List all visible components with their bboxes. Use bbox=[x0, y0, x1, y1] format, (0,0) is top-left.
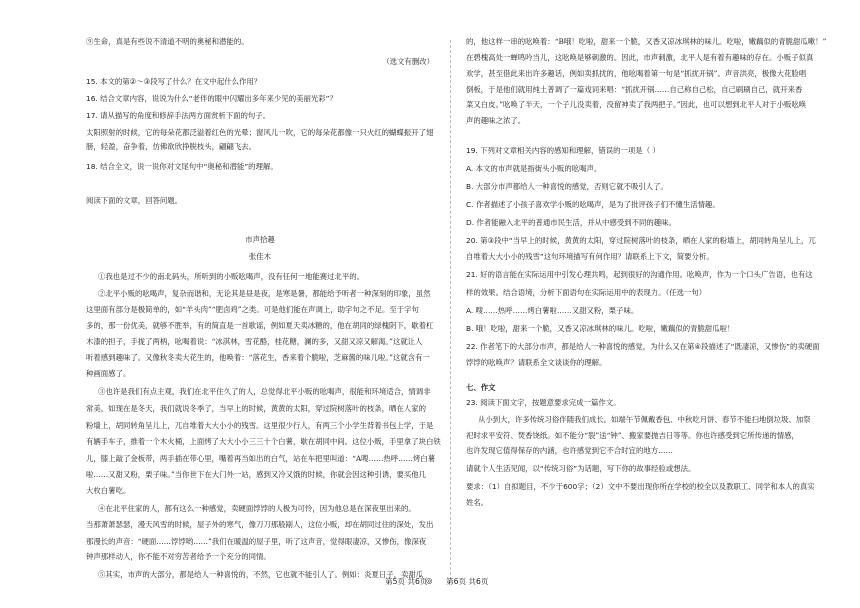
left-column-line: 太阳照射的时候，它的每朵花都泛溢着红色的光晕；窗风儿一吹，它的每朵花都像一只火红的蝴蝶振开了翅 bbox=[86, 128, 434, 137]
right-column-line: A. 嗖……热呼……烤白薯啦……又甜又粉，栗子味。 bbox=[466, 306, 639, 315]
right-column-line: 23. 阅读下面文字，按题意要求完成一篇作文。 bbox=[466, 398, 621, 407]
right-column-line: 从小到大，许多传统习俗伴随我们成长。如端午节佩戴香包、中秋吃月饼、春节不能扫地倒垃圾、加祭 bbox=[478, 415, 811, 424]
left-column-line: 钟声那样动人，你不能不对穷苦者给予一个充分的同情。 bbox=[86, 552, 271, 561]
left-column-line: 大枚白薯吃。 bbox=[86, 486, 131, 495]
left-column-line: 18. 结合全文，说一说你对文尾句中“奥秘和潜能”的理解。 bbox=[86, 162, 278, 171]
right-column-line: D. 作者能融入北平的普通市民生活，并从中感受到不同的趣味。 bbox=[466, 218, 676, 227]
left-column-line: ⑤其实，市声的大部分，都是给人一种喜悦的，不然，它也就不能引人了。例如：炎夏日子，卖甜瓜 bbox=[98, 570, 424, 579]
left-column-line: 木漆的担子，手拢了两柄，吆喝着说：“冰淇林，雪花酪，桂花糖，澜的多，又甜又凉又解渴。”这就让人 bbox=[86, 337, 423, 346]
left-column-line: 16. 结合文章内容，说说为什么“老伴的眼中闪耀出多年来少见的美丽光彩”？ bbox=[86, 94, 337, 103]
right-column-line: 19. 下列对文章相关内容的感知和理解，错误的一项是（ ） bbox=[466, 146, 660, 155]
right-column-line: 在碧槐高处一蝉鸣吟当儿，这吆唤是够刺激的。因此，市声刺激，北平人是有着有趣味的存在。小贩子似真 bbox=[466, 53, 814, 62]
right-column-line: 祀时求平安符、焚香饶纸。如不能分“裂”送“钟”、搬家要抛吉日等等。你也许感受到它所传递的情感， bbox=[466, 431, 799, 440]
right-column-line: 22. 作者笔下的大部分市声，都是给人一种喜悦的感觉，为什么又在第④段描述了“既凄凉，又惨伤”的卖硬面 bbox=[466, 342, 820, 351]
right-column-line: 倒板，于是他们就用纯土普调了一篇戏词来唱：“抓扰开锅……自己称自己松，自己刷刷自己，就开来香 bbox=[466, 85, 803, 94]
left-column-line: ①我也是过不少的南北码头，所听到的小贩吆喝声，没有任何一地能赛过北平的。 bbox=[98, 272, 365, 281]
left-column-line: 儿，膝上敲了金板带，两手插在带心里，嘴着再当如出的白气，站在车把里叫道：“A嗖……热呼……烤白薯 bbox=[86, 454, 436, 463]
right-column-line: 也许发现它值得保存的内涵，也许感觉到它不合时宜的地方…… bbox=[466, 446, 673, 455]
left-column-line: ④在北平住家的人，都有这么一种感觉，卖硬面饽饽的人极为可怜，因为他总是在深夜里出来的。 bbox=[98, 504, 416, 513]
right-column-line: 自堆着大大小小的残雪”这句环境描写有何作用？请联系上下文，简要分析。 bbox=[466, 252, 714, 261]
left-column-line: ⑨生命，真是有些说不清道不明的奥秘和潜能的。 bbox=[86, 37, 249, 46]
left-column-line: 多的，那一份优美，就够不胜举，有的简直是一首歌谣，例如夏天卖冰糖的，他在胡同的绿槐阴下，歇着杠 bbox=[86, 321, 434, 330]
page-number-right: 第6页 共6页 bbox=[446, 577, 489, 586]
right-column-line: 姓名。 bbox=[466, 498, 489, 507]
left-column-line: 阅读下面的文章，回答问题。 bbox=[86, 196, 183, 205]
right-column-line: A. 本文的市声就是指街头小贩的吆喝声。 bbox=[466, 164, 602, 173]
left-column-line: 有辆手车子，推着一个木火桶，上面烤了大大小小三三十个白薯，歇在胡同中间。这位小贩，手里拿了块白铁 bbox=[86, 437, 441, 446]
page-number-left: 第5页 共6页 bbox=[385, 577, 428, 586]
left-column-line: （选文有删改） bbox=[382, 57, 434, 66]
right-column-line: 饽饽的吆唤声？请联系全文谈谈你的理解。 bbox=[466, 358, 607, 367]
left-column-line: ②北平小贩的吆喝声，复杂而谐和，无论其是昼是夜，是寒是暑，都能给予听者一种深刻的印象，虽然 bbox=[98, 289, 431, 298]
right-column-line: B. 哦！吃啦，甜来一个脆，又香又凉冰琪林的味儿。吃啦，嫩藕似的青脆甜瓜啦！ bbox=[466, 324, 735, 333]
left-column-line: 常美。如现在是冬天，我们就说冬季了，当早上的时候，黄黄的太阳，穿过院树落叶的枝条，晒在人家的 bbox=[86, 404, 426, 413]
left-column-line: 听着感到趣味了。又像秋冬卖大花生的，他唤着：“落花生，香来着个脆啦，芝麻酱的味儿啦。”这就含有一 bbox=[86, 353, 430, 362]
right-column-line: B. 大部分市声都给人一种喜悦的感觉，否则它就不吸引人了。 bbox=[466, 182, 668, 191]
right-column-line: 菜又白皮。”吆唤了半天，一个子儿没卖着，没留神卖了我两把子。”因此，也可以想到北平人对于小贩吆唤 bbox=[466, 100, 807, 109]
left-column-line: 17. 请从描写的角度和修辞手法两方面赏析下面的句子。 bbox=[86, 111, 271, 120]
left-column-line: ③也许是我们有点主观，我们在北平住久了的人，总觉得北平小贩的吆喝声，很能和环境适合，情调非 bbox=[98, 387, 431, 396]
binding-mark: ◎ bbox=[426, 576, 433, 585]
left-column-line: 市声拾趣 bbox=[245, 235, 275, 244]
right-column-line: 欢学，甚至借此来出许多趣话，例如卖抓扰的，他吆喝着第一句是“抓扰开锅”。声音洪亮，极像大花脸唱 bbox=[466, 69, 807, 78]
right-column-line: 的，他这样一串的吆唤着：“B哦！吃啦，甜来一个脆，又香又凉冰琪林的味儿。吃啦，嫩藕似的青脆甜瓜嗽！” bbox=[466, 37, 827, 46]
right-column-line: 21. 好的语言能在实际运用中引发心理共鸣，起到很好的沟通作用。吆唤声，作为一个口头广告语，也有这 bbox=[466, 270, 813, 279]
right-column-line: 要求：（1）自拟题目，不少于600字；（2）文中不要出现你所在学校的校全以及教职工、同学和本人的真实 bbox=[466, 482, 815, 491]
left-column-line: 这里面有部分是极简单的，如“羊头肉”“肥卤鸡”之类。可是他们能在声调上，助字句之不足。至于字句 bbox=[86, 305, 419, 314]
left-column-line: 15. 本文的第②～③段写了什么？在文中起什么作用？ bbox=[86, 77, 262, 86]
column-divider bbox=[450, 40, 452, 580]
left-column-line: 啦……又甜又粉，栗子味。”当你世下在大门外一站，感到又冷又饿的时候，你就会因这种引诱，要买他几 bbox=[86, 470, 427, 479]
right-column-line: 20. 第③段中“当早上的时候，黄黄的太阳，穿过院树落叶的枝条，晒在人家的粉墙上，胡同转角呈儿上，兀 bbox=[466, 236, 816, 245]
left-column-line: 膀，轻盈，奋争着，仿佛欲欣挣脱枝头，翩翩飞去。 bbox=[86, 142, 256, 151]
right-column-line: C. 作者描述了小孩子喜欢学小贩的吆喝声，是为了批评孩子们不懂生活情趣。 bbox=[466, 200, 720, 209]
right-column-line: 样的效果。结合语境，分析下面语句在实际运用中的表现力。（任选一句） bbox=[466, 288, 707, 297]
left-column-line: 粉墙上，胡同转角呈儿上，兀自堆着大大小小的残雪。这里很少行人，有两三个小学生背着书包上学，于是 bbox=[86, 421, 434, 430]
left-column-line: 张佳木 bbox=[248, 252, 272, 261]
right-column-line: 请就个人生活见闻，以“传统习俗”为话题，写下你的故事经验或想法。 bbox=[466, 464, 696, 473]
right-column-line: 七、作文 bbox=[466, 383, 496, 392]
right-column-line: 声的趣味之浓了。 bbox=[466, 116, 526, 125]
left-column-line: 当那萧萧瑟瑟，漫天风雪的时候，屋子外的寒气，像刀刀那般剐人，这位小贩，却在胡同过住的深处，发出 bbox=[86, 520, 434, 529]
left-column-line: 那漫长的声音：“硬面……饽饽哟……”我们在暖温的屋子里，听了这声音，觉得眼凄凉，又惨伤，像深夜 bbox=[86, 537, 427, 546]
left-column-line: 种画面感了。 bbox=[86, 369, 131, 378]
